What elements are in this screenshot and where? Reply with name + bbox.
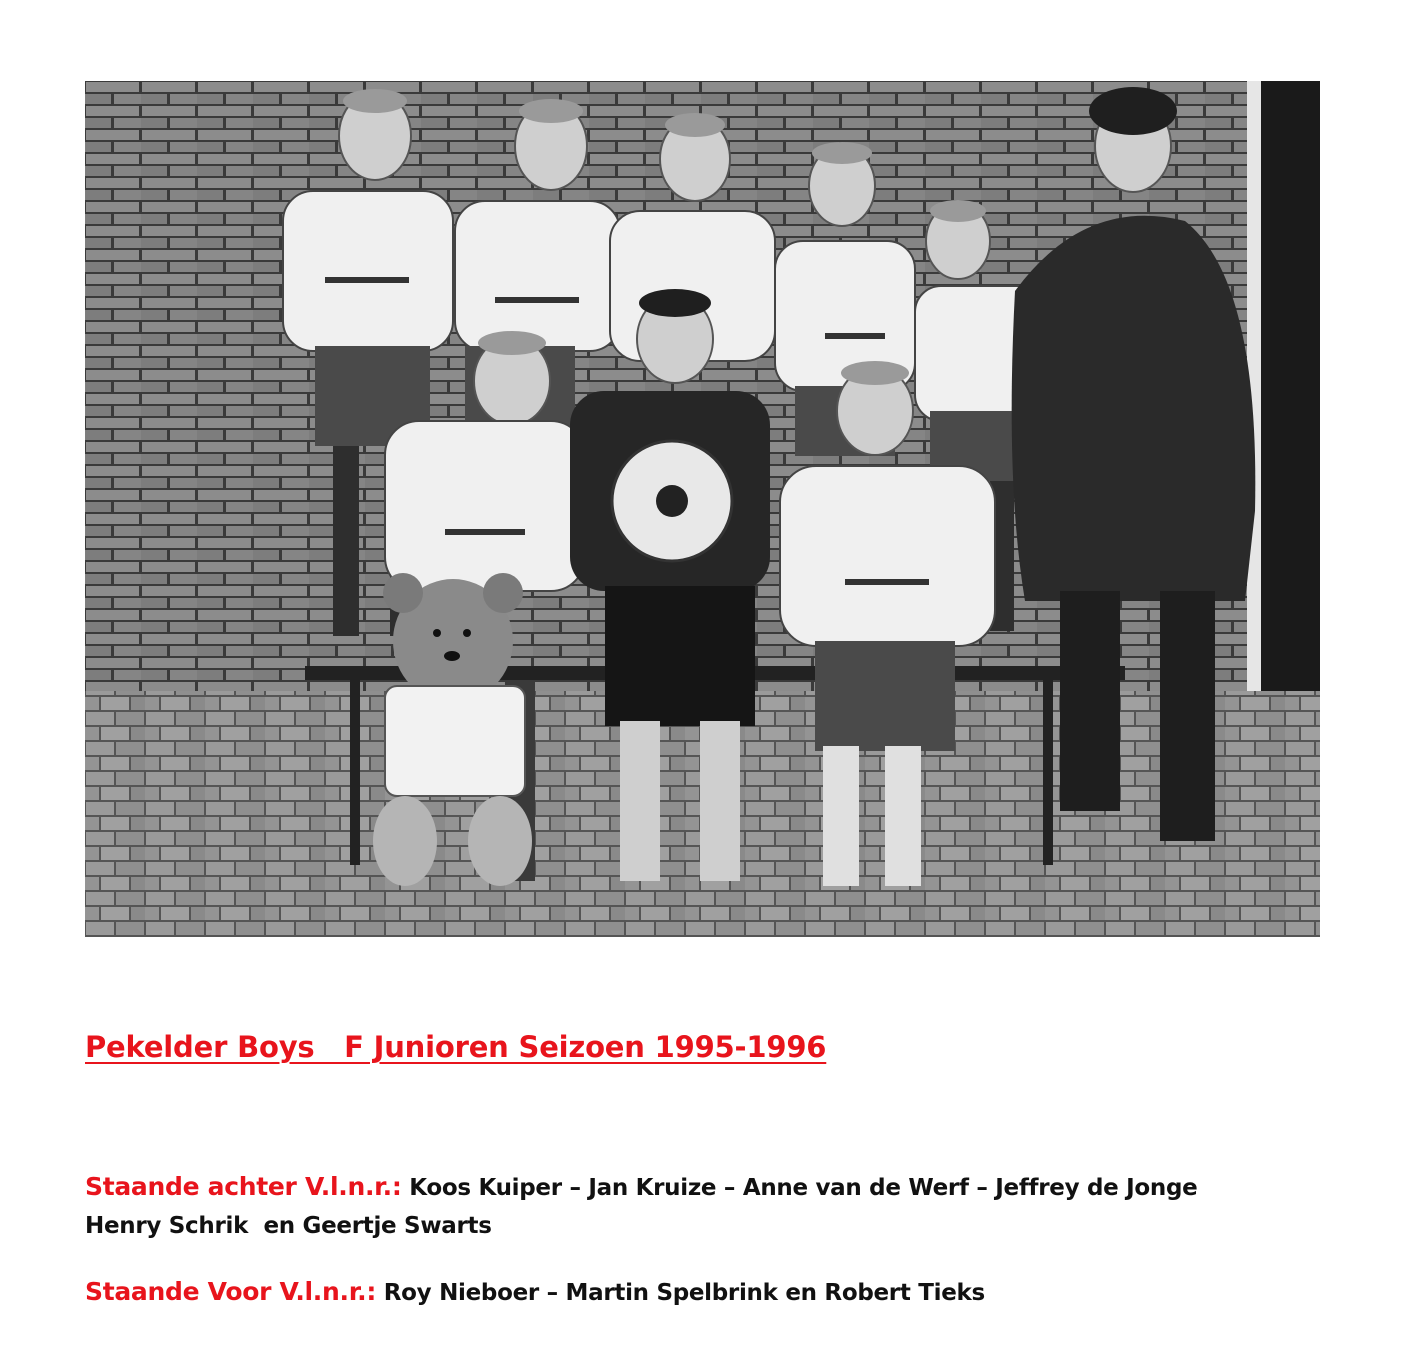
team-photo — [85, 81, 1320, 937]
front-row-caption — [85, 1277, 985, 1306]
back-row-caption — [85, 1172, 1197, 1201]
front-row-names: Roy Nieboer – Martin Spelbrink en Robert Tieks — [376, 1280, 985, 1306]
front-row-label: Staande Voor V.l.n.r.: — [85, 1277, 377, 1306]
back-row-names-continued: Henry Schrik en Geertje Swarts — [85, 1213, 492, 1239]
back-row-names: Koos Kuiper – Jan Kruize – Anne van de Werf – Jeffrey de Jonge — [401, 1175, 1198, 1201]
back-row-label: Staande achter V.l.n.r.: — [85, 1172, 402, 1201]
page-title: Pekelder Boys F Junioren Seizoen 1995-1996 — [85, 1030, 827, 1064]
